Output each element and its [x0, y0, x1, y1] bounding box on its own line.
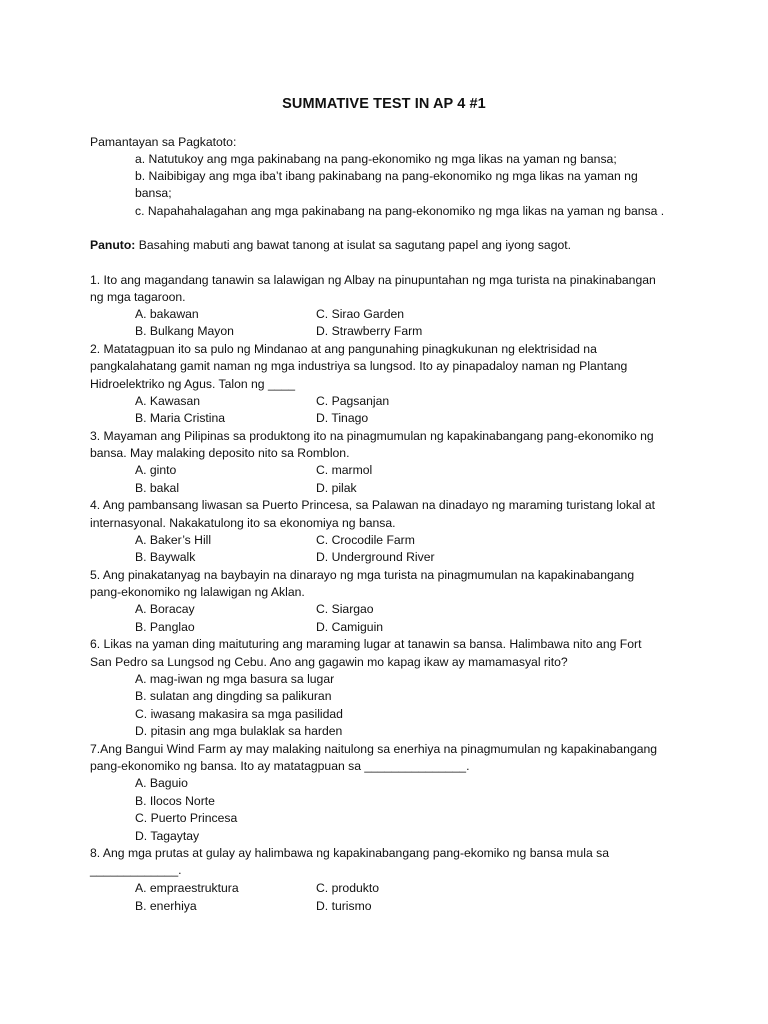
question-8-choice-c: C. produkto — [316, 881, 380, 895]
question-5-choice-a: A. Boracay — [135, 602, 195, 616]
question-2-choice-b: B. Maria Cristina — [135, 411, 226, 425]
question-3-choice-b: B. bakal — [135, 481, 180, 495]
question-8-line-1: 8. Ang mga prutas at gulay ay halimbawa ng kapakinabangang pang-ekomiko ng bansa mula sa — [90, 846, 609, 860]
question-6-option-c: C. iwasang makasira sa mga pasilidad — [135, 707, 343, 721]
question-2-line-3: Hidroelektriko ng Agus. Talon ng ____ — [90, 377, 296, 391]
question-4-choice-c: C. Crocodile Farm — [316, 533, 415, 547]
question-7-option-d: D. Tagaytay — [135, 829, 200, 843]
question-8-choice-b: B. enerhiya — [135, 899, 197, 913]
question-6-option-b: B. sulatan ang dingding sa palikuran — [135, 689, 332, 703]
standard-b: b. Naibibigay ang mga iba’t ibang pakinabang na pang-ekonomiko ng mga likas na yaman ng — [135, 169, 638, 183]
standard-b-continued: bansa; — [135, 186, 172, 200]
question-5-choice-b: B. Panglao — [135, 620, 195, 634]
question-8-choice-a: A. empraestruktura — [135, 881, 239, 895]
question-7-line-2: pang-ekonomiko ng bansa. Ito ay matatagpuan sa _______________. — [90, 759, 470, 773]
question-3-line-1: 3. Mayaman ang Pilipinas sa produktong ito na pinagmumulan ng kapakinabangang pang-ekonomiko ng — [90, 429, 654, 443]
question-1-line-1: 1. Ito ang magandang tanawin sa lalawigan ng Albay na pinupuntahan ng mga turista na pinakinabangan — [90, 273, 656, 287]
question-2-line-1: 2. Matatagpuan ito sa pulo ng Mindanao at ang pangunahing pinagkukunan ng elektrisidad na — [90, 342, 597, 356]
standard-c: c. Napahahalagahan ang mga pakinabang na pang-ekonomiko ng mga likas na yaman ng bansa . — [135, 204, 665, 218]
question-1-choice-c: C. Sirao Garden — [316, 307, 405, 321]
standard-a: a. Natutukoy ang mga pakinabang na pang-ekonomiko ng mga likas na yaman ng bansa; — [135, 152, 617, 166]
instructions-label: Panuto: — [90, 238, 136, 252]
question-5-line-1: 5. Ang pinakatanyag na baybayin na dinarayo ng mga turista na pinagmumulan na kapakinabangang — [90, 568, 635, 582]
question-6-line-2: San Pedro sa Lungsod ng Cebu. Ano ang gagawin mo kapag ikaw ay mamamasyal rito? — [90, 655, 568, 669]
page-title: SUMMATIVE TEST IN AP 4 #1 — [282, 96, 486, 112]
question-2-choice-d: D. Tinago — [316, 411, 369, 425]
question-5-choice-c: C. Siargao — [316, 602, 374, 616]
question-1-line-2: ng mga tagaroon. — [90, 290, 186, 304]
question-6-line-1: 6. Likas na yaman ding maituturing ang maraming lugar at tanawin sa bansa. Halimbawa nito ang Fort — [90, 637, 642, 651]
instructions — [90, 237, 571, 254]
question-5-line-2: pang-ekonomiko ng lalawigan ng Aklan. — [90, 585, 305, 599]
question-8-choice-d: D. turismo — [316, 899, 372, 913]
question-1-choice-a: A. bakawan — [135, 307, 199, 321]
standards-heading: Pamantayan sa Pagkatoto: — [90, 135, 237, 149]
question-7-option-a: A. Baguio — [135, 776, 188, 790]
question-7-option-b: B. Ilocos Norte — [135, 794, 215, 808]
question-6-option-a: A. mag-iwan ng mga basura sa lugar — [135, 672, 335, 686]
question-4-choice-b: B. Baywalk — [135, 550, 196, 564]
question-4-line-2: internasyonal. Nakakatulong ito sa ekonomiya ng bansa. — [90, 516, 396, 530]
question-7-line-1: 7.Ang Bangui Wind Farm ay may malaking naitulong sa enerhiya na pinagmumulan ng kapakinabangang — [90, 742, 658, 756]
question-2-line-2: pangkalahatang gamit naman ng mga industriya sa lungsod. Ito ay pinapadaloy naman ng Plantang — [90, 359, 628, 373]
question-5-choice-d: D. Camiguin — [316, 620, 384, 634]
instructions-text: Basahing mabuti ang bawat tanong at isulat sa sagutang papel ang iyong sagot. — [135, 238, 572, 252]
question-2-choice-a: A. Kawasan — [135, 394, 201, 408]
question-3-choice-c: C. marmol — [316, 463, 373, 477]
question-6-option-d: D. pitasin ang mga bulaklak sa harden — [135, 724, 343, 738]
question-1-choice-d: D. Strawberry Farm — [316, 324, 423, 338]
question-1-choice-b: B. Bulkang Mayon — [135, 324, 234, 338]
question-3-choice-a: A. ginto — [135, 463, 177, 477]
question-4-choice-d: D. Underground River — [316, 550, 435, 564]
question-3-choice-d: D. pilak — [316, 481, 357, 495]
question-4-line-1: 4. Ang pambansang liwasan sa Puerto Princesa, sa Palawan na dinadayo ng maraming turistang lokal at — [90, 498, 656, 512]
question-4-choice-a: A. Baker’s Hill — [135, 533, 212, 547]
question-7-option-c: C. Puerto Princesa — [135, 811, 238, 825]
question-3-line-2: bansa. May malaking deposito nito sa Romblon. — [90, 446, 350, 460]
question-8-line-2: _____________. — [90, 863, 182, 877]
question-2-choice-c: C. Pagsanjan — [316, 394, 390, 408]
